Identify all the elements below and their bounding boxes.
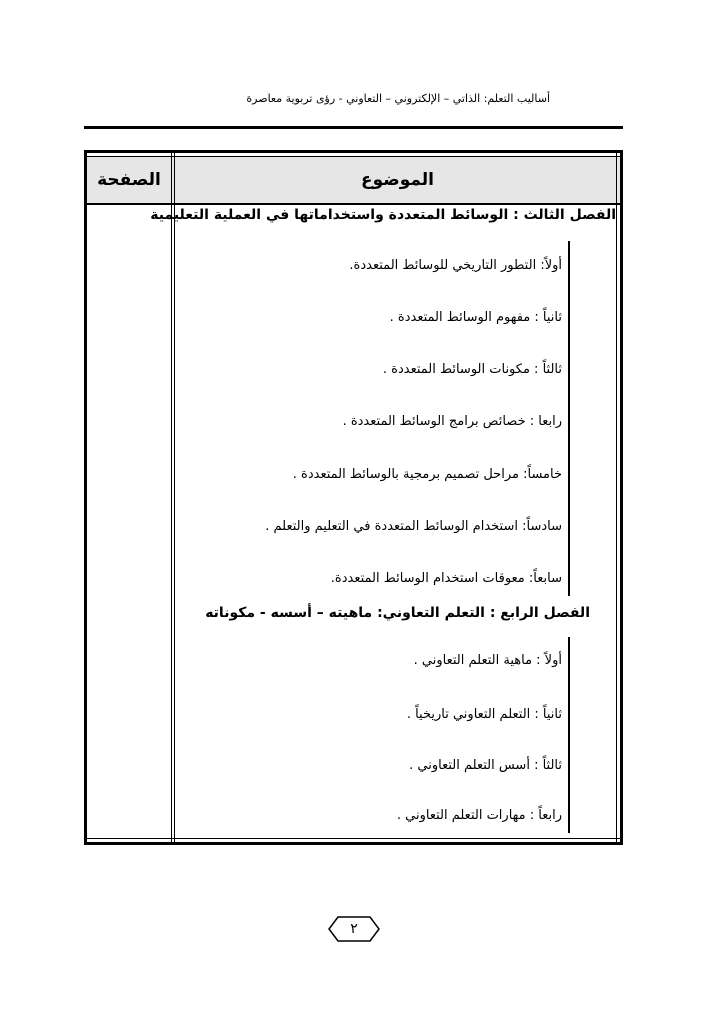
- header-rule: [84, 126, 623, 129]
- list-item: ثانياً : مفهوم الوسائط المتعددة .: [389, 310, 562, 325]
- list-item: سادساً: استخدام الوسائط المتعددة في التعليم والتعلم .: [265, 519, 562, 534]
- chapter-4-title: الفصل الرابع : التعلم التعاوني: ماهيته – أسسه - مكوناته: [205, 605, 590, 621]
- list-item: أولاً: التطور التاريخي للوسائط المتعددة.: [349, 258, 562, 273]
- chapter-3-bracket-bar: [568, 241, 570, 596]
- list-item: ثانياً : التعلم التعاوني تاريخياً .: [406, 707, 562, 722]
- list-item: أولاً : ماهية التعلم التعاوني .: [413, 653, 562, 668]
- chapter-3-title: الفصل الثالث : الوسائط المتعددة واستخداماتها في العملية التعليمية: [150, 207, 616, 223]
- list-item: ثالثاً : مكونات الوسائط المتعددة .: [382, 362, 562, 377]
- list-item: رابعا : خصائص برامج الوسائط المتعددة .: [342, 414, 562, 429]
- list-item: ثالثاً : أسس التعلم التعاوني .: [409, 758, 562, 773]
- column-divider: [174, 153, 175, 842]
- running-header: أساليب التعلم: الذاتي – الإلكتروني – التعاوني - رؤى تربوية معاصرة: [246, 92, 550, 105]
- table-inner-border-bottom: [87, 838, 620, 839]
- list-item: خامساً: مراحل تصميم برمجية بالوسائط المتعددة .: [292, 467, 562, 482]
- column-header-page: الصفحة: [97, 170, 161, 190]
- list-item: سابعاً: معوقات استخدام الوسائط المتعددة.: [330, 571, 562, 586]
- column-header-topic: الموضوع: [361, 170, 434, 190]
- page-number: ٢: [350, 921, 358, 937]
- table-header-row: [87, 157, 620, 205]
- table-inner-border-right: [616, 153, 617, 842]
- chapter-4-bracket-bar: [568, 637, 570, 833]
- list-item: رابعاً : مهارات التعلم التعاوني .: [396, 808, 562, 823]
- page-number-badge: [328, 916, 380, 942]
- toc-table: [84, 150, 623, 845]
- column-divider: [171, 153, 172, 842]
